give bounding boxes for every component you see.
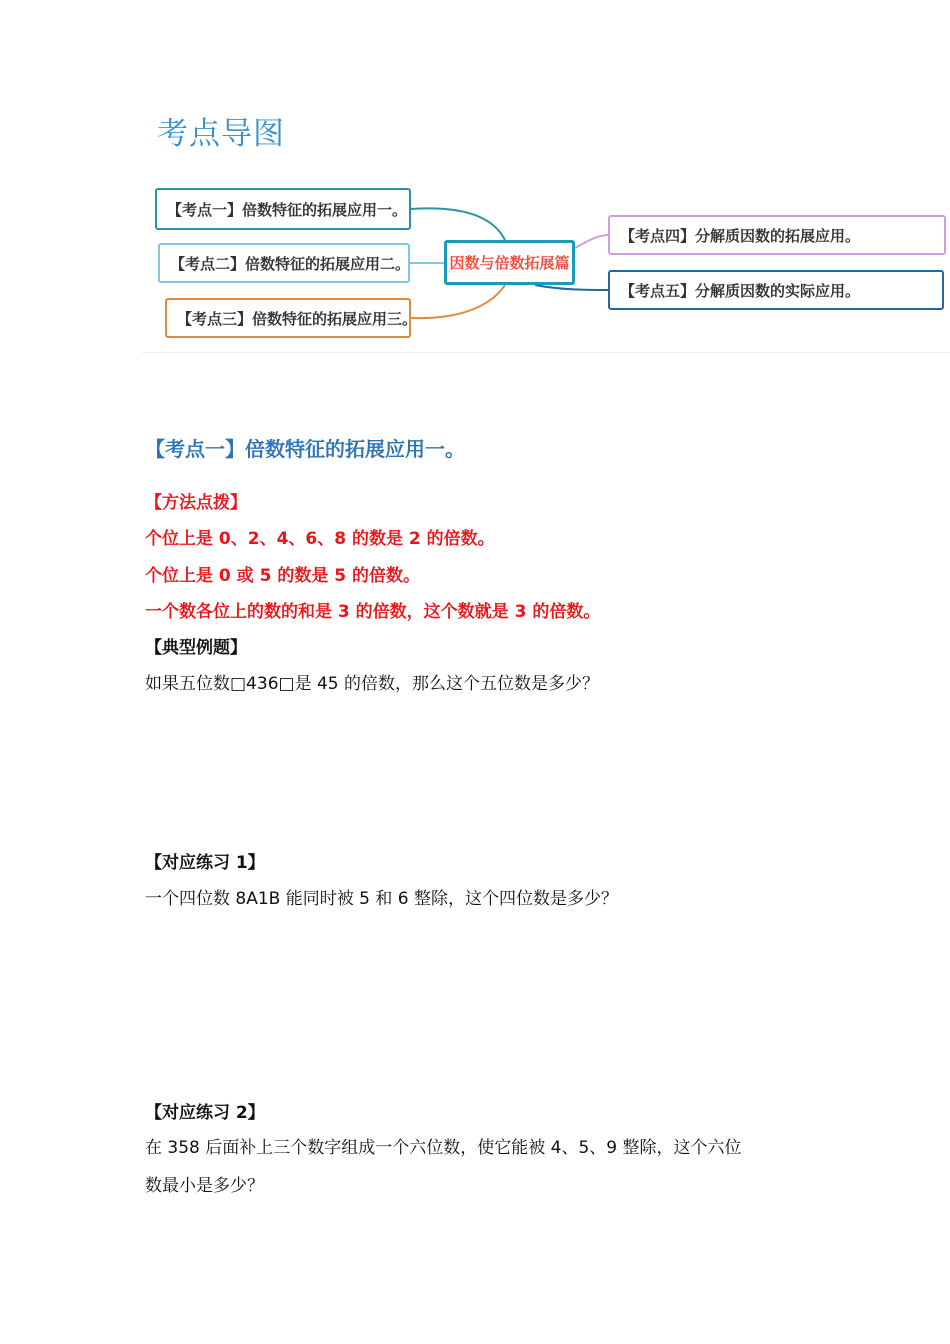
method-line-1: 个位上是 0、2、4、6、8 的数是 2 的倍数。 — [145, 529, 495, 549]
connector-1 — [411, 208, 505, 240]
mind-map — [0, 0, 950, 360]
connector-3 — [411, 285, 505, 318]
mindmap-node-4: 【考点四】分解质因数的拓展应用。 — [608, 215, 946, 255]
example-title: 【典型例题】 — [145, 638, 247, 658]
practice-2-text-line-2: 数最小是多少？ — [145, 1176, 264, 1196]
method-title: 【方法点拨】 — [145, 493, 247, 513]
mindmap-node-2: 【考点二】倍数特征的拓展应用二。 — [158, 243, 410, 283]
example-text: 如果五位数□436□是 45 的倍数，那么这个五位数是多少？ — [145, 674, 600, 694]
practice-1-text: 一个四位数 8A1B 能同时被 5 和 6 整除，这个四位数是多少？ — [145, 889, 618, 909]
method-line-3: 一个数各位上的数的和是 3 的倍数，这个数就是 3 的倍数。 — [145, 602, 601, 622]
mindmap-node-3: 【考点三】倍数特征的拓展应用三。 — [165, 298, 411, 338]
method-line-2: 个位上是 0 或 5 的数是 5 的倍数。 — [145, 566, 420, 586]
mindmap-node-1: 【考点一】倍数特征的拓展应用一。 — [155, 188, 411, 230]
practice-2-text-line-1: 在 358 后面补上三个数字组成一个六位数，使它能被 4、5、9 整除，这个六位 — [145, 1138, 742, 1158]
page-title: 考点导图 — [157, 116, 285, 152]
practice-2-title: 【对应练习 2】 — [145, 1103, 265, 1123]
divider — [142, 352, 950, 353]
section-heading: 【考点一】倍数特征的拓展应用一。 — [145, 437, 465, 461]
connector-5 — [535, 285, 608, 290]
mindmap-center-node: 因数与倍数拓展篇 — [444, 240, 575, 285]
practice-1-title: 【对应练习 1】 — [145, 853, 265, 873]
connector-4 — [575, 235, 608, 248]
mindmap-node-5: 【考点五】分解质因数的实际应用。 — [608, 270, 944, 310]
